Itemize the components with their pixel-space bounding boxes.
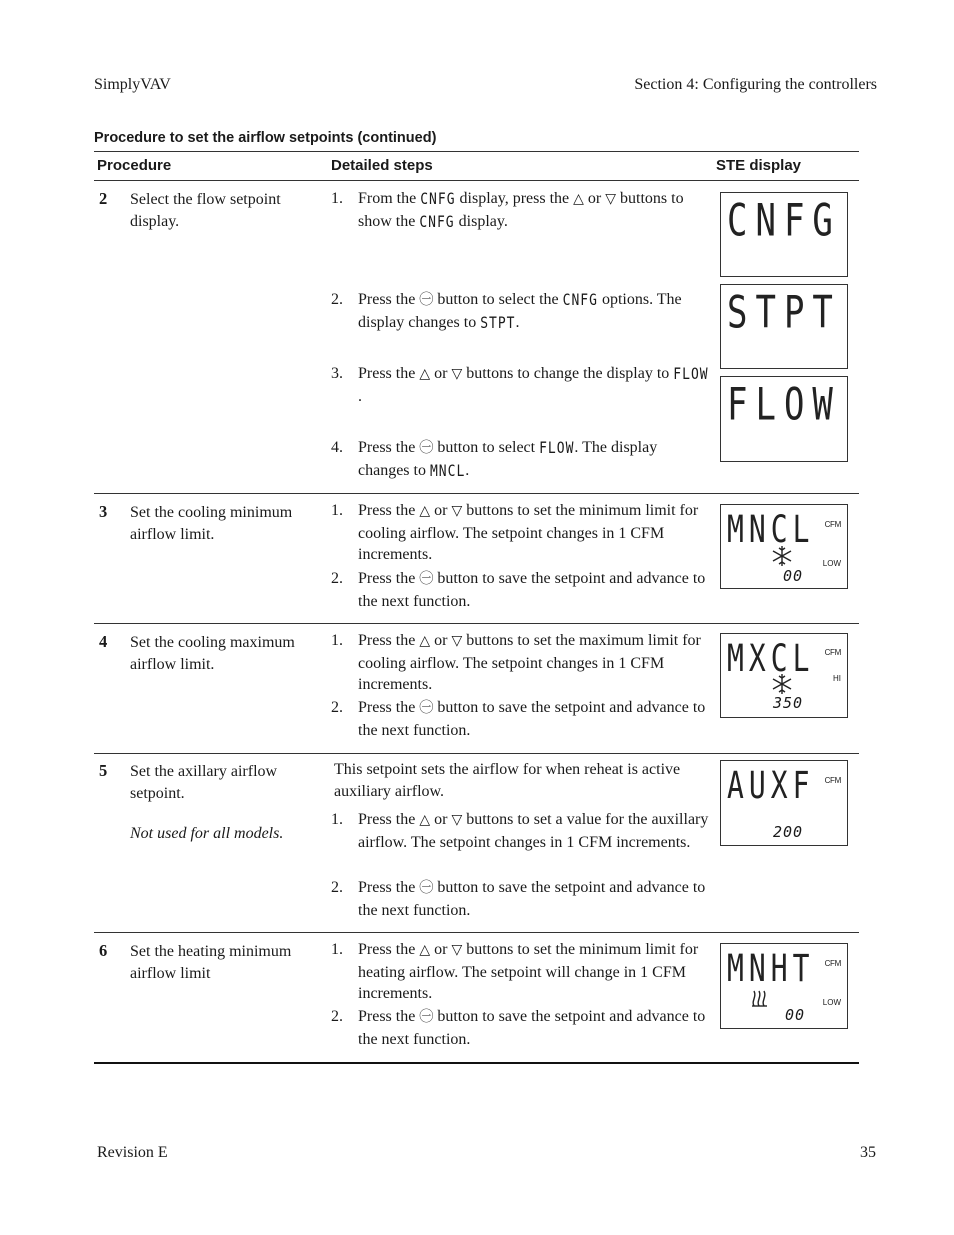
enter-button-icon: ㊀ (419, 880, 434, 896)
row-divider (94, 932, 859, 933)
snowflake-icon (771, 673, 793, 695)
column-header-procedure: Procedure (97, 157, 172, 174)
enter-button-icon: ㊀ (419, 440, 434, 456)
step-intro: This setpoint sets the airflow for when reheat is active auxiliary airflow. (334, 761, 681, 800)
procedure-text: Set the heating minimum airflow limit (130, 943, 292, 982)
down-arrow-icon: ▽ (451, 812, 463, 828)
down-arrow-icon: ▽ (451, 942, 463, 958)
list-item: 1. Press the △ or ▽ buttons to set the maximum limit for cooling airflow. The setpoint changes in 1 CFM increments. (331, 632, 701, 693)
procedure-text: Set the axillary airflow setpoint. (130, 763, 278, 802)
list-item: 1. Press the △ or ▽ buttons to set the minimum limit for cooling airflow. The setpoint changes in 1 CFM increments. (331, 502, 699, 563)
page-header-section: Section 4: Configuring the controllers (634, 76, 877, 93)
level-label: HI (833, 674, 841, 683)
unit-label: CFM (824, 648, 841, 657)
column-header-display: STE display (716, 157, 802, 174)
ste-display (720, 192, 848, 277)
up-arrow-icon: △ (419, 633, 431, 649)
enter-button-icon: ㊀ (419, 1009, 434, 1025)
step-number: 6 (99, 941, 108, 960)
unit-label: CFM (824, 520, 841, 529)
list-item: 1. From the CNFG display, press the △ or ▽ buttons to show the CNFG display. (331, 188, 711, 233)
procedure-text: Set the cooling maximum airflow limit. (130, 634, 295, 673)
procedure-note: Not used for all models. (130, 825, 284, 842)
list-item: 4. Press the ㊀ button to select FLOW. The display changes to MNCL. (331, 437, 711, 482)
row-divider (94, 493, 859, 494)
list-item: 3. Press the △ or ▽ buttons to change the display to FLOW. (331, 363, 711, 407)
list-item: 2. Press the ㊀ button to save the setpoint and advance to the next function. (331, 1008, 706, 1048)
list-item: 2. Press the ㊀ button to select the CNFG options. The display changes to STPT. (331, 289, 711, 334)
lcd-code: FLOW (539, 439, 575, 458)
procedure-text: Set the cooling minimum airflow limit. (130, 504, 293, 543)
step-number: 3 (99, 502, 108, 521)
column-header-steps: Detailed steps (331, 157, 433, 174)
lcd-main-text: MNHT (727, 946, 815, 991)
list-item: 2. Press the ㊀ button to save the setpoint and advance to the next function. (331, 570, 706, 610)
table-caption: Procedure to set the airflow setpoints (continued) (94, 130, 437, 146)
page-number: 35 (860, 1144, 876, 1161)
ste-display (720, 284, 848, 369)
down-arrow-icon: ▽ (451, 366, 463, 382)
table-bottom-rule (94, 1062, 859, 1064)
heat-icon (749, 986, 771, 1008)
enter-button-icon: ㊀ (419, 571, 434, 587)
up-arrow-icon: △ (419, 503, 431, 519)
down-arrow-icon: ▽ (605, 191, 617, 207)
down-arrow-icon: ▽ (451, 633, 463, 649)
up-arrow-icon: △ (419, 942, 431, 958)
ste-display (720, 504, 848, 589)
footer-revision: Revision E (97, 1144, 168, 1161)
ste-display (720, 943, 848, 1029)
list-item: 1. Press the △ or ▽ buttons to set the minimum limit for heating airflow. The setpoint will change in 1 CFM increments. (331, 941, 699, 1002)
lcd-main-text: STPT (727, 287, 841, 339)
unit-label: CFM (824, 776, 841, 785)
lcd-main-text: FLOW (727, 379, 841, 431)
unit-label: CFM (824, 959, 841, 968)
procedure-text: Select the flow setpoint display. (130, 191, 281, 230)
ste-display (720, 633, 848, 718)
row-divider (94, 623, 859, 624)
up-arrow-icon: △ (419, 812, 431, 828)
lcd-main-text: CNFG (727, 195, 841, 247)
ste-display (720, 760, 848, 846)
list-item: 2. Press the ㊀ button to save the setpoint and advance to the next function. (331, 699, 706, 739)
setpoint-value: 200 (773, 823, 804, 841)
step-number: 4 (99, 632, 108, 651)
lcd-main-text: MXCL (727, 636, 815, 681)
up-arrow-icon: △ (419, 366, 431, 382)
lcd-code: CNFG (420, 190, 456, 209)
table-top-rule (94, 151, 859, 152)
setpoint-value: 00 (783, 567, 804, 585)
list-item: 2. Press the ㊀ button to save the setpoint and advance to the next function. (331, 879, 706, 919)
ste-display (720, 376, 848, 462)
lcd-code: FLOW (673, 365, 709, 384)
lcd-main-text: AUXF (727, 763, 815, 808)
level-label: LOW (822, 559, 841, 568)
page-header-title: SimplyVAV (94, 76, 171, 93)
down-arrow-icon: ▽ (451, 503, 463, 519)
step-number: 5 (99, 761, 108, 780)
enter-button-icon: ㊀ (419, 700, 434, 716)
lcd-code: MNCL (429, 461, 466, 481)
lcd-code: CNFG (419, 212, 455, 232)
lcd-code: CNFG (562, 291, 598, 310)
lcd-main-text: MNCL (727, 507, 815, 552)
header-rule (94, 180, 859, 181)
up-arrow-icon: △ (573, 191, 584, 207)
step-number: 2 (99, 189, 108, 208)
snowflake-icon (771, 545, 793, 567)
enter-button-icon: ㊀ (419, 292, 434, 308)
row-divider (94, 753, 859, 754)
setpoint-value: 350 (773, 694, 804, 712)
lcd-code: STPT (480, 313, 516, 333)
setpoint-value: 00 (785, 1006, 806, 1024)
level-label: LOW (822, 998, 841, 1007)
list-item: 1. Press the △ or ▽ buttons to set a value for the auxillary airflow. The setpoint changes in 1 CFM increments. (331, 811, 709, 851)
